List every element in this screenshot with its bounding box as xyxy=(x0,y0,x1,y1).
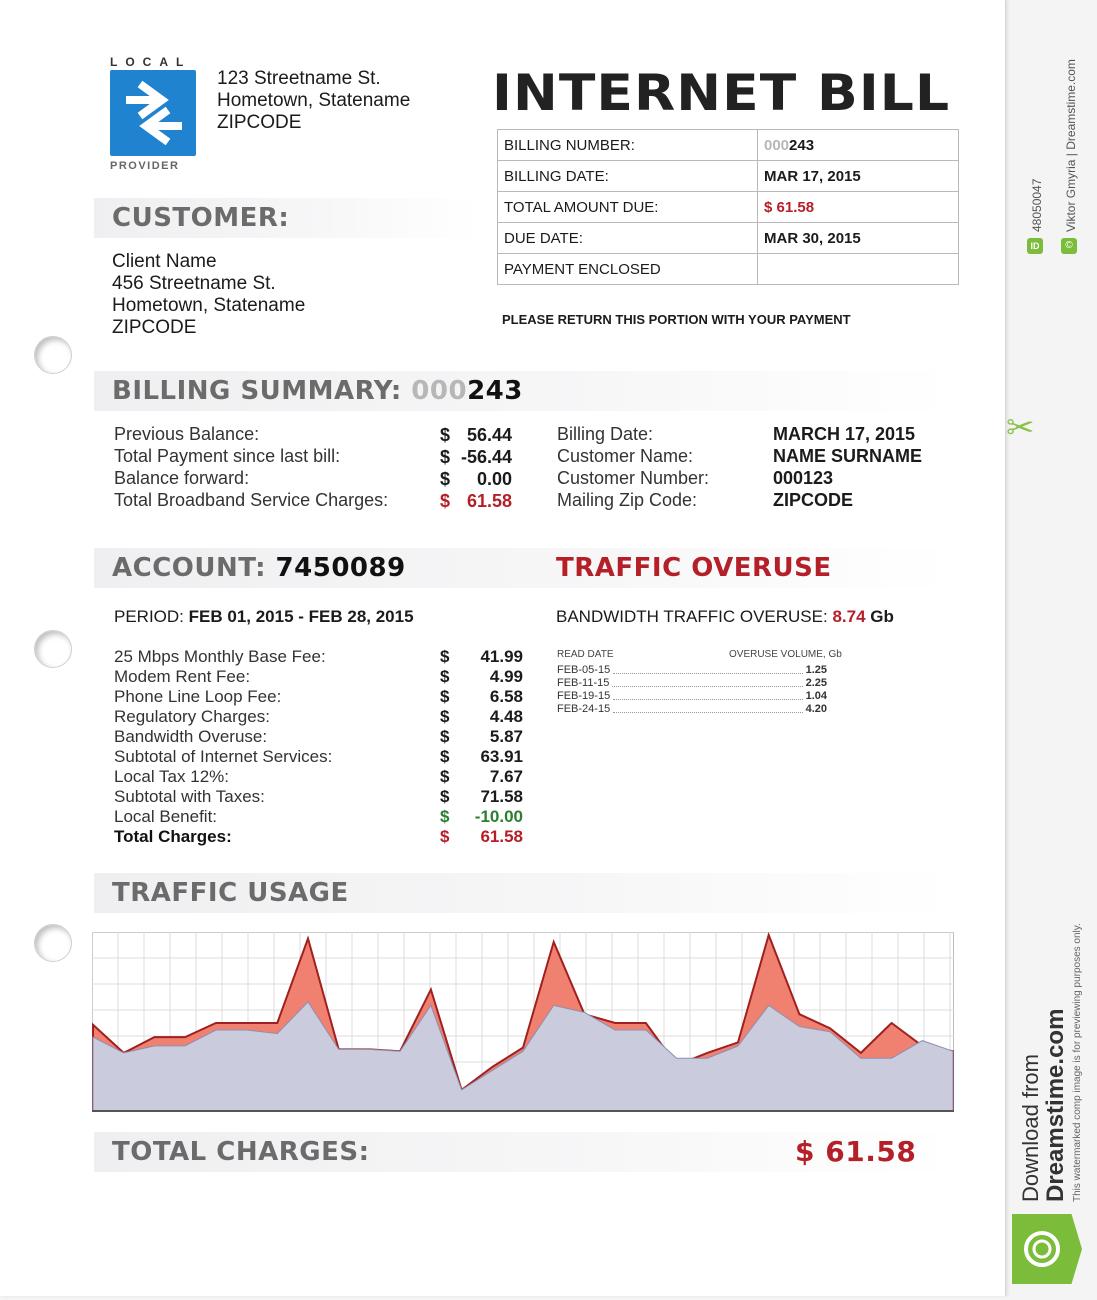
fee-label: Subtotal with Taxes: xyxy=(114,787,265,806)
summary-value: 0.00 xyxy=(476,469,512,489)
summary-left-currency xyxy=(440,424,450,512)
summary-value: ZIPCODE xyxy=(773,490,854,510)
table-row xyxy=(557,703,827,716)
fee-label: Total Charges: xyxy=(114,827,232,846)
summary-label: Total Broadband Service Charges: xyxy=(114,490,389,510)
summary-label: Billing Date: xyxy=(557,424,654,444)
summary-value: 000123 xyxy=(773,468,834,488)
credit-text: Viktor Gmyria | Dreamstime.com xyxy=(1064,59,1078,232)
billing-number-prefix: 000 xyxy=(764,136,790,154)
scissors-icon: ✂ xyxy=(1006,409,1035,447)
summary-value: 56.44 xyxy=(466,425,512,445)
fee-label: Local Benefit: xyxy=(114,807,218,826)
overuse-summary-unit: Gb xyxy=(870,607,894,626)
traffic-usage-heading: TRAFFIC USAGE xyxy=(112,878,349,908)
provider-address-line: 123 Streetname St. xyxy=(217,68,381,89)
currency-symbol: $ xyxy=(440,787,450,806)
traffic-usage-chart xyxy=(92,932,954,1112)
table-cell-label: PAYMENT ENCLOSED xyxy=(498,254,758,285)
fee-value: 71.58 xyxy=(480,787,523,806)
fee-values xyxy=(462,647,523,847)
currency-symbol: $ xyxy=(440,447,451,467)
overuse-date: FEB-19-15 xyxy=(557,690,611,702)
provider-logo-icon xyxy=(110,70,196,156)
currency-symbol: $ xyxy=(440,647,450,666)
billing-summary-number: 243 xyxy=(467,376,523,406)
period-label: PERIOD: xyxy=(114,607,184,626)
fee-labels xyxy=(114,647,332,847)
bandwidth-overuse-summary xyxy=(556,607,894,627)
currency-symbol: $ xyxy=(440,767,450,786)
logo-top-text: LOCAL xyxy=(110,55,192,69)
table-cell-value xyxy=(758,130,959,161)
provider-address-line: ZIPCODE xyxy=(217,112,302,133)
billing-summary-label: BILLING SUMMARY: xyxy=(112,376,402,406)
punch-hole xyxy=(34,336,72,374)
billing-summary-heading xyxy=(112,376,523,406)
table-row xyxy=(498,254,959,285)
currency-symbol: $ xyxy=(440,425,451,445)
traffic-overuse-heading: TRAFFIC OVERUSE xyxy=(556,553,832,583)
table-row xyxy=(557,664,827,677)
account-heading xyxy=(112,553,406,583)
overuse-summary-value: 8.74 xyxy=(832,607,866,626)
summary-right-labels xyxy=(557,423,709,511)
logo-bottom-text: PROVIDER xyxy=(110,160,180,172)
payment-enclosed-field[interactable] xyxy=(758,254,959,285)
currency-symbol: $ xyxy=(440,667,450,686)
billing-date-value: MAR 17, 2015 xyxy=(758,161,959,192)
summary-label: Previous Balance: xyxy=(114,424,260,444)
bill-title: INTERNET BILL xyxy=(492,64,951,122)
billing-summary-number-prefix: 000 xyxy=(411,376,468,406)
leader-dots xyxy=(613,703,802,713)
provider-address xyxy=(217,68,410,134)
table-row xyxy=(557,677,827,690)
fee-value: 7.67 xyxy=(489,767,523,786)
table-cell-label: BILLING NUMBER: xyxy=(498,130,758,161)
summary-label: Total Payment since last bill: xyxy=(114,446,341,466)
overuse-date: FEB-11-15 xyxy=(557,677,610,689)
overuse-volume: 2.25 xyxy=(805,677,827,689)
table-row xyxy=(498,223,959,254)
summary-label: Customer Number: xyxy=(557,468,710,488)
summary-label: Balance forward: xyxy=(114,468,250,488)
punch-hole xyxy=(34,630,72,668)
overuse-table xyxy=(557,664,827,716)
summary-label: Mailing Zip Code: xyxy=(557,490,698,510)
customer-address-line: 456 Streetname St. xyxy=(112,273,276,294)
leader-dots xyxy=(613,690,802,700)
fee-label: Bandwidth Overuse: xyxy=(114,727,268,746)
total-amount-due-value: $ 61.58 xyxy=(758,192,959,223)
punch-hole xyxy=(34,924,72,962)
watermark-disclaimer: This watermarked comp image is for previewing purposes only. xyxy=(1072,923,1083,1202)
overuse-volume: 1.04 xyxy=(805,690,827,702)
table-cell-label: DUE DATE: xyxy=(498,223,758,254)
currency-symbol: $ xyxy=(440,469,451,489)
billing-period xyxy=(114,607,414,627)
overuse-summary-label: BANDWIDTH TRAFFIC OVERUSE: xyxy=(556,607,828,626)
table-cell-label: TOTAL AMOUNT DUE: xyxy=(498,192,758,223)
total-charges-heading: TOTAL CHARGES: xyxy=(112,1137,370,1167)
customer-address-line: ZIPCODE xyxy=(112,317,197,338)
fee-label: Local Tax 12%: xyxy=(114,767,229,786)
overuse-col-date: READ DATE xyxy=(557,649,614,660)
account-label: ACCOUNT: xyxy=(112,553,266,583)
fee-value: -10.00 xyxy=(474,807,523,826)
download-from-text: Download from xyxy=(1018,1054,1043,1202)
fee-value: 63.91 xyxy=(480,747,523,766)
currency-symbol: $ xyxy=(440,707,450,726)
customer-address-line: Hometown, Statename xyxy=(112,295,306,316)
dreamstime-logo-icon xyxy=(1012,1214,1082,1284)
summary-value: 61.58 xyxy=(466,491,512,511)
summary-left-labels xyxy=(114,423,388,511)
summary-right-values xyxy=(773,423,922,511)
fee-label: Regulatory Charges: xyxy=(114,707,270,726)
id-badge: ID xyxy=(1027,238,1043,254)
summary-value: NAME SURNAME xyxy=(773,446,923,466)
currency-symbol: $ xyxy=(440,747,450,766)
image-id: 48050047 xyxy=(1030,178,1044,232)
summary-value: -56.44 xyxy=(460,447,512,467)
fee-value: 4.99 xyxy=(489,667,523,686)
customer-address-line: Client Name xyxy=(112,251,217,272)
table-row xyxy=(557,690,827,703)
fee-value: 41.99 xyxy=(480,647,523,666)
billing-info-table xyxy=(497,129,959,285)
provider-address-line: Hometown, Statename xyxy=(217,90,411,111)
currency-symbol: $ xyxy=(440,491,451,511)
currency-symbol: $ xyxy=(440,827,450,846)
fee-label: Modem Rent Fee: xyxy=(114,667,251,686)
leader-dots xyxy=(613,664,802,674)
overuse-volume: 4.20 xyxy=(805,703,827,715)
overuse-date: FEB-24-15 xyxy=(557,703,611,715)
summary-left-values xyxy=(458,424,512,512)
fee-value: 61.58 xyxy=(480,827,523,846)
fee-label: Phone Line Loop Fee: xyxy=(114,687,282,706)
summary-value: MARCH 17, 2015 xyxy=(773,424,916,444)
download-site-text: Dreamstime.com xyxy=(1042,1008,1069,1202)
currency-symbol: $ xyxy=(440,727,450,746)
fee-value: 6.58 xyxy=(489,687,523,706)
fee-value: 4.48 xyxy=(489,707,523,726)
summary-label: Customer Name: xyxy=(557,446,694,466)
period-value: FEB 01, 2015 - FEB 28, 2015 xyxy=(188,607,414,626)
fee-label: 25 Mbps Monthly Base Fee: xyxy=(114,647,326,666)
fee-label: Subtotal of Internet Services: xyxy=(114,747,333,766)
currency-symbol: $ xyxy=(440,807,450,826)
account-number: 7450089 xyxy=(275,553,406,583)
copyright-icon: © xyxy=(1061,238,1077,254)
overuse-col-volume: OVERUSE VOLUME, Gb xyxy=(729,649,842,660)
return-note: PLEASE RETURN THIS PORTION WITH YOUR PAYMENT xyxy=(502,312,851,327)
customer-heading: CUSTOMER: xyxy=(112,203,290,233)
due-date-value: MAR 30, 2015 xyxy=(758,223,959,254)
overuse-date: FEB-05-15 xyxy=(557,664,611,676)
table-row xyxy=(498,130,959,161)
fee-currency xyxy=(440,647,449,847)
customer-address xyxy=(112,251,305,339)
billing-number: 243 xyxy=(789,136,815,154)
table-cell-label: BILLING DATE: xyxy=(498,161,758,192)
table-row xyxy=(498,161,959,192)
table-row xyxy=(498,192,959,223)
overuse-volume: 1.25 xyxy=(805,664,827,676)
currency-symbol: $ xyxy=(440,687,450,706)
leader-dots xyxy=(612,677,802,687)
fee-value: 5.87 xyxy=(489,727,523,746)
total-charges-value: $ 61.58 xyxy=(795,1135,917,1168)
